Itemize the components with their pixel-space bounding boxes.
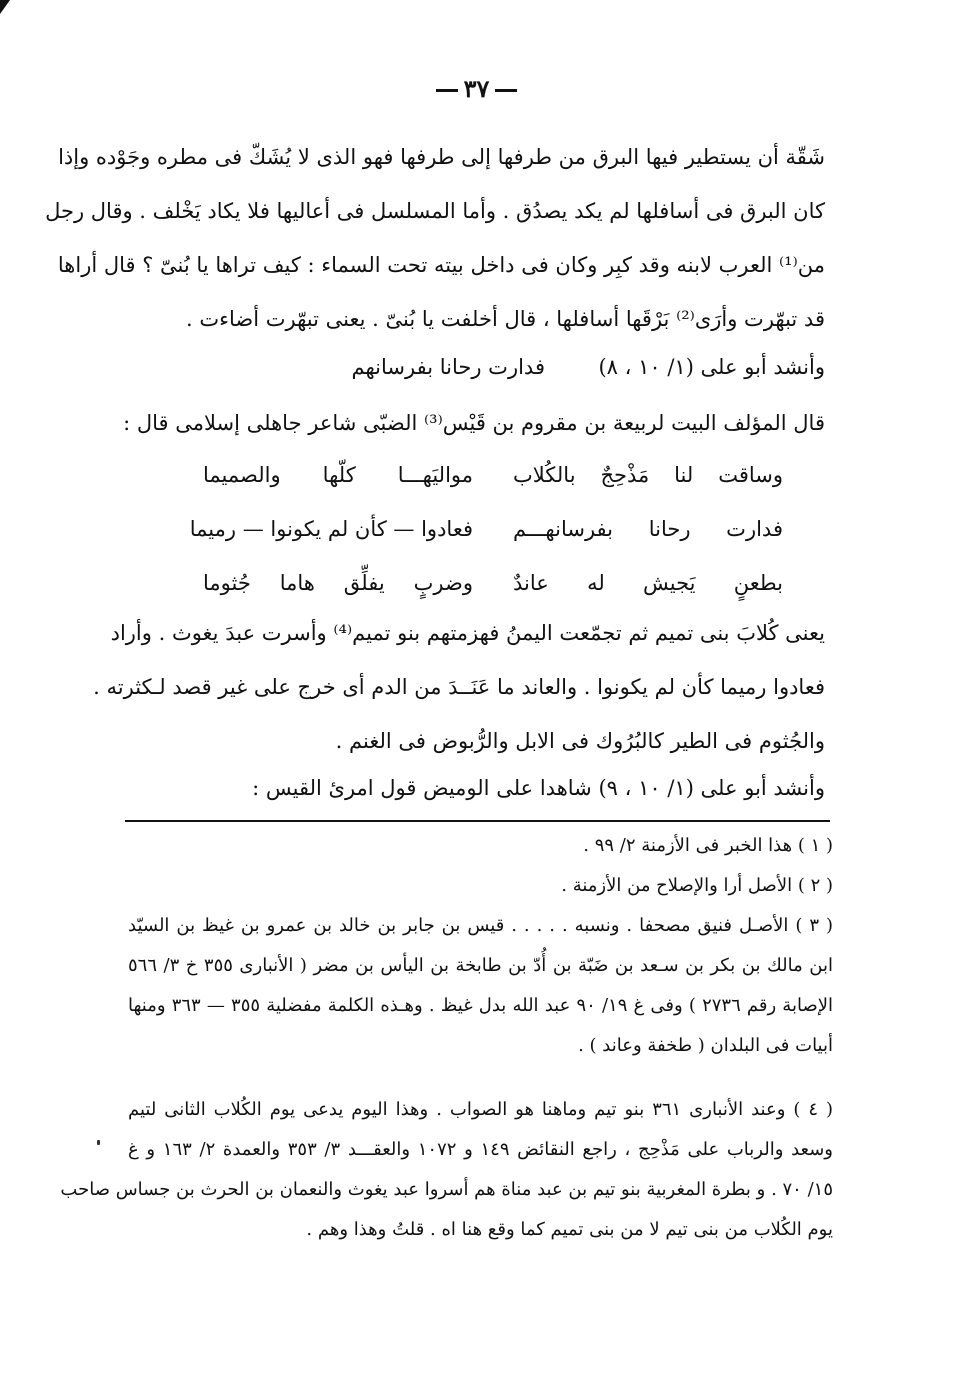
poem-verse [203,556,783,610]
footnote-line: أبيات فى البلدان ( طخفة وعاند ) . [578,1035,833,1056]
body-line: يعنى كُلابَ بنى تميم ثم تجمّعت اليمنُ فهزمتهم بنو تميم⁽⁴⁾ وأسرت عبدَ يغوث . وأراد [110,621,825,645]
page-number-dash-left [436,89,458,92]
page-number-value: ٣٧ [463,74,490,103]
citation-reference: وأنشد أبو على (١/ ١٠ ، ٨) [598,355,825,379]
footnote-4 [60,1090,833,1250]
body-line: فعادوا رميما كأن لم يكونوا . والعاند ما عَنَــدَ من الدم أى خرج على غير قصد لـكثرته . [93,675,825,699]
scan-speck [97,1140,100,1145]
footnote-line: الإصابة رقم ٢٧٣٦ ) وفى غ ١٩/ ٩٠ عبد الله بدل غيظ . وهـذه الكلمة مفضلية ٣٥٥ — ٣٦٣ ومنها [128,995,834,1016]
poem [189,448,783,610]
poem-verse [203,448,783,502]
body-paragraph-2 [93,606,825,768]
body-paragraph-1 [45,130,825,346]
page-number-dash-right [495,89,517,92]
poem-hemistich-first: فدارت رحانا بفرسانهـــم [513,517,783,541]
footnote-line: ١٥/ ٧٠ . و بطرة المغربية بنو تيم بن عبد مناة هم أسروا عبد يغوث والنعمان بن الحرث بن جساس صاحب [60,1179,833,1200]
footnote-line: وسعد والرباب على مَذْحِج ، راجع النقائض ١٤٩ و ١٠٧٢ والعقـــد ٣/ ٣٥٣ والعمدة ٢/ ١٦٣ و غ [128,1139,833,1160]
page-corner-mark [0,0,10,14]
poem-hemistich-first: بطعنٍ يَجيش له عاندٌ [513,571,783,595]
footnote-line: ( ٤ ) وعند الأنبارى ٣٦١ بنو تيم وماهنا هو الصواب . وهذا اليوم يدعى يوم الكُلاب الثانى لتيم [128,1099,833,1120]
poem-hemistich-first: وساقت لنا مَذْحِجٌ بالكُلاب [513,463,783,487]
poem-hemistich-second: مواليَهـــا كلّها والصميما [203,463,473,487]
footnote-divider [125,820,830,822]
verse-citation-1 [128,340,825,394]
page-number [0,74,953,103]
footnotes-1-3 [128,826,833,1066]
body-line: كان البرق فى أسافلها لم يكد يصدُق . وأما المسلسل فى أعاليها فلا يكاد يَخْلف . وقال رجل [45,199,825,223]
body-line: شَقّة أن يستطير فيها البرق من طرفها إلى طرفها فهو الذى لا يُشَكّ فى مطره وجَوْده وإذا [58,145,825,169]
footnote-line: ( ٣ ) الأصـل فنيق مصحفا . ونسبه . . . . . قيس بن جابر بن خالد بن عمرو بن غيظ بن السيّد [128,915,833,936]
body-line: من⁽¹⁾ العرب لابنه وقد كبِر وكان فى داخل بيته تحت السماء : كيف تراها يا بُنىّ ؟ قال أراها [57,253,825,277]
verse-citation-2: وأنشد أبو على (١/ ١٠ ، ٩) شاهدا على الوميض قول امرئ القيس : [252,776,825,800]
footnote-line: ابن مالك بن بكر بن سـعد بن ضَبّة بن أُدّ بن طابخة بن اليأس بن مضر ( الأنبارى ٣٥٥ خ ٣/ ٥٦٦ [128,955,833,976]
poem-hemistich-second: فعادوا — كأن لم يكونوا — رميما [189,517,473,541]
footnote-line: يوم الكُلاب من بنى تيم لا من بنى تميم كما وقع هنا اه . قلتُ وهذا وهم . [306,1219,833,1240]
body-line: والجُثوم فى الطير كالبُرُوك فى الابل والرُّبوض فى الغنم . [335,729,825,753]
citation-verse: فدارت رحانا بفرسانهم [351,355,545,379]
attribution-line: قال المؤلف البيت لربيعة بن مقروم بن قَيْس⁽³⁾ الضبّى شاعر جاهلى إسلامى قال : [123,411,825,435]
footnote-line: ( ١ ) هذا الخبر فى الأزمنة ٢/ ٩٩ . [583,835,833,856]
poem-verse [189,502,783,556]
footnote-line: ( ٢ ) الأصل أرا والإصلاح من الأزمنة . [561,875,833,896]
body-line: قد تبهّرت وأرَى⁽²⁾ بَرْقَها أسافلها ، قال أخلفت يا بُنىّ . يعنى تبهّرت أضاءت . [186,307,825,331]
poem-hemistich-second: وضربٍ يفلِّق هاما جُثوما [203,571,473,595]
